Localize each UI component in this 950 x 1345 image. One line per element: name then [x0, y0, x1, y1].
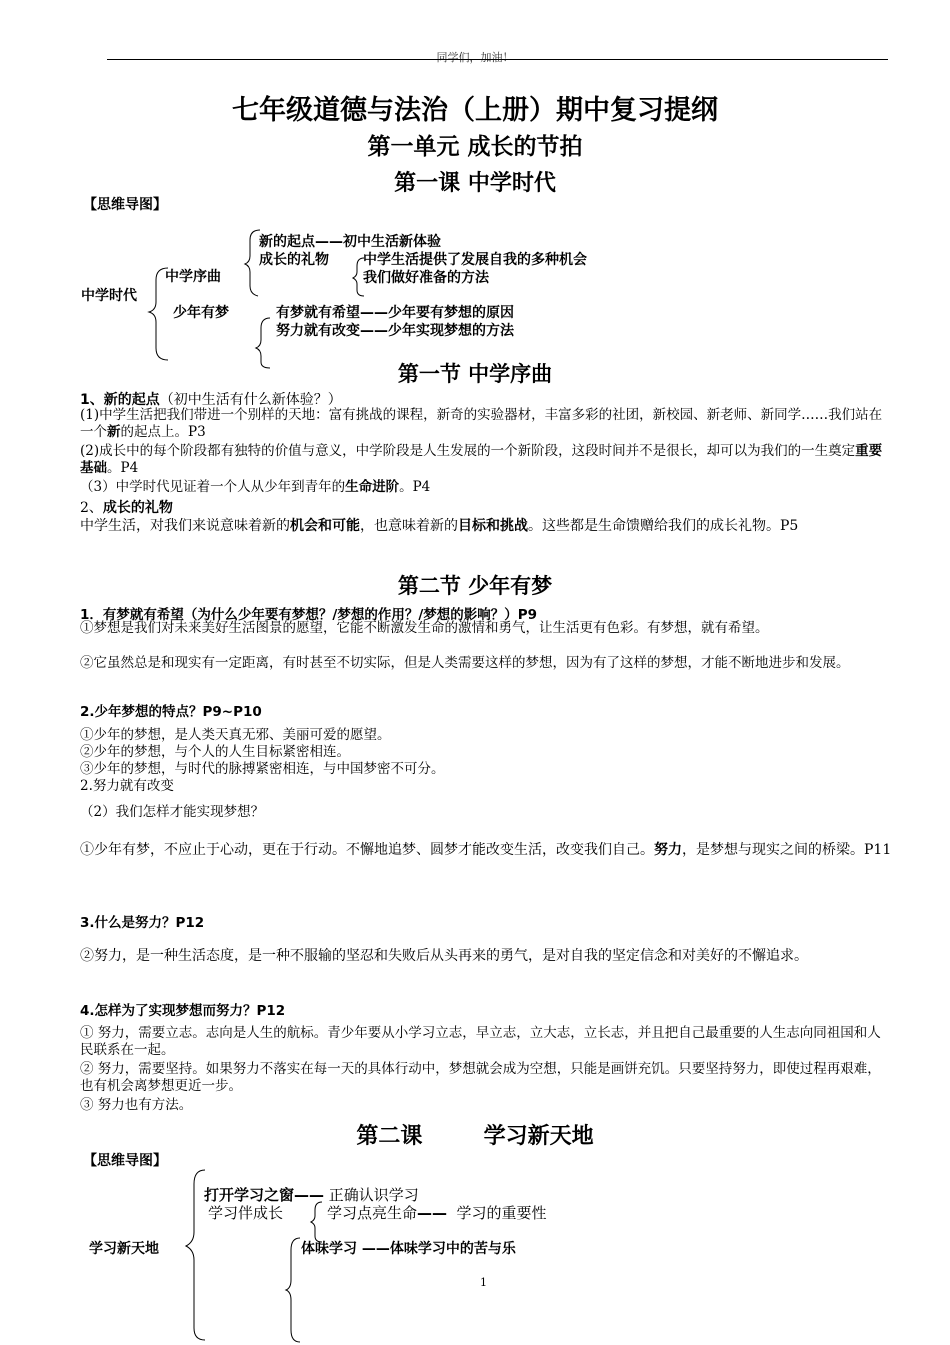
page-number: 1: [480, 1276, 487, 1289]
lesson2-mindmap-root: 学习新天地: [89, 1241, 159, 1257]
section2-list-item: ②少年的梦想，与个人的人生目标紧密相连。: [80, 744, 350, 760]
section2-list-item: 2.努力就有改变: [80, 778, 174, 794]
section2-para5: ① 努力，需要立志。志向是人生的航标。青少年要从小学习立志，早立志，立大志，立长志，并且把自己最重要的人生志向同祖国和人民联系在一起。: [80, 1025, 881, 1058]
lesson2-mindmap-node: 学习点亮生命—— 学习的重要性: [327, 1204, 547, 1222]
lesson2-title: 第二课 学习新天地: [356, 1124, 594, 1149]
mindmap-item: 努力就有改变——少年实现梦想的方法: [276, 323, 514, 339]
unit-title: 第一单元 成长的节拍: [367, 134, 583, 160]
section2-para7: ③ 努力也有方法。: [80, 1097, 193, 1113]
section2-para2: ②它虽然总是和现实有一定距离，有时甚至不切实际，但是人类需要这样的梦想，因为有了这样的梦想，才能不断地进步和发展。: [80, 655, 850, 671]
mindmap-item: 中学生活提供了发展自我的多种机会: [363, 252, 587, 268]
section2-heading1: 1．有梦就有希望（为什么少年要有梦想？/梦想的作用？/梦想的影响？）P9: [80, 607, 538, 623]
mindmap-root: 中学时代: [81, 288, 137, 304]
lesson2-mindmap-node: 打开学习之窗—— 正确认识学习: [204, 1186, 419, 1204]
section1-heading1: 1、新的起点（初中生活有什么新体验？）: [80, 392, 342, 408]
mindmap-item: 新的起点——初中生活新体验: [259, 234, 441, 250]
section1-para1: (1)中学生活把我们带进一个别样的天地：富有挑战的课程，新奇的实验器材，丰富多彩的社团，新校园、新老师、新同学……我们站在一个新的起点上。P3: [80, 407, 883, 440]
lesson2-mindmap-node: 学习伴成长: [208, 1204, 284, 1222]
mindmap-branch-a: 中学序曲: [165, 269, 221, 285]
section2-heading3: 3.什么是努力？P12: [80, 915, 205, 931]
section2-question: （2）我们怎样才能实现梦想？: [80, 804, 265, 820]
section2-para1: ①梦想是我们对未来美好生活图景的愿望，它能不断激发生命的激情和勇气，让生活更有色彩。有梦想，就有希望。: [80, 620, 769, 636]
section1-para4: 中学生活，对我们来说意味着新的机会和可能，也意味着新的目标和挑战。这些都是生命馈赠给我们的成长礼物。P5: [80, 518, 799, 534]
document-title: 七年级道德与法治（上册）期中复习提纲: [232, 95, 718, 126]
mindmap-branch-b: 少年有梦: [173, 305, 229, 321]
lesson1-title: 第一课 中学时代: [394, 171, 556, 196]
section2-list-item: ③少年的梦想，与时代的脉搏紧密相连，与中国梦密不可分。: [80, 761, 445, 777]
section2-para4: ②努力，是一种生活态度，是一种不服输的坚忍和失败后从头再来的勇气，是对自我的坚定信念和对美好的不懈追求。: [80, 948, 808, 964]
mindmap-item: 成长的礼物: [259, 252, 329, 268]
lesson1-mindmap-label: 【思维导图】: [83, 197, 167, 213]
page-header: 同学们，加油！: [436, 51, 514, 64]
mindmap-item: 有梦就有希望——少年要有梦想的原因: [276, 305, 514, 321]
section2-title: 第二节 少年有梦: [397, 574, 553, 598]
section1-heading2: 2、成长的礼物: [80, 500, 173, 516]
section2-heading2: 2.少年梦想的特点？P9~P10: [80, 704, 262, 720]
section1-para3: （3）中学时代见证着一个人从少年到青年的生命进阶。P4: [80, 479, 431, 495]
mindmap-item: 我们做好准备的方法: [363, 270, 489, 286]
lesson2-mindmap-node: 体味学习 ——体味学习中的苦与乐: [301, 1241, 516, 1257]
section2-list-item: ①少年的梦想，是人类天真无邪、美丽可爱的愿望。: [80, 727, 391, 743]
section1-para2: (2)成长中的每个阶段都有独特的价值与意义，中学阶段是人生发展的一个新阶段，这段时间并不是很长，却可以为我们的一生奠定重要基础。P4: [80, 443, 883, 476]
section1-title: 第一节 中学序曲: [397, 362, 553, 386]
section2-heading4: 4.怎样为了实现梦想而努力？P12: [80, 1003, 286, 1019]
lesson2-mindmap-label: 【思维导图】: [83, 1153, 167, 1169]
section2-para3: ①少年有梦，不应止于心动，更在于行动。不懈地追梦、圆梦才能改变生活，改变我们自己。努力，是梦想与现实之间的桥梁。P11: [80, 842, 892, 858]
section2-para6: ② 努力，需要坚持。如果努力不落实在每一天的具体行动中，梦想就会成为空想，只能是画饼充饥。只要坚持努力，即使过程再艰难，也有机会离梦想更近一步。: [80, 1061, 881, 1094]
